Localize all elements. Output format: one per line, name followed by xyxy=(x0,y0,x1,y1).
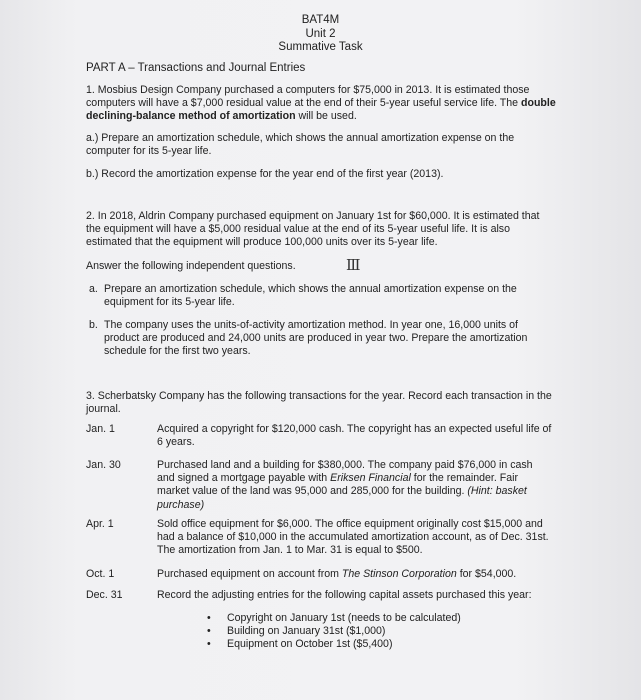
q1-part-a: a.) Prepare an amortization schedule, which shows the annual amortization expense on the computer for its 5-year life. xyxy=(86,132,515,158)
task-title: Summative Task xyxy=(278,41,363,53)
q1-intro-text: 1. Mosbius Design Company purchased a computers for $75,000 in 2013. It is estimated those computers will have a $7,000 residual value at the end of their 5-year useful service life. The xyxy=(86,84,530,110)
journal-date: Jan. 1 xyxy=(86,423,115,435)
list-item: • Equipment on October 1st ($5,400) xyxy=(205,638,461,651)
q1-intro xyxy=(86,84,556,124)
q3-intro: 3. Scherbatsky Company has the following transactions for the year. Record each transaction in the journal. xyxy=(86,390,552,416)
q2-intro: 2. In 2018, Aldrin Company purchased equipment on January 1st for $60,000. It is estimated that the equipment will have a $5,000 residual value at the end of its 5-year useful life. It is also estimated that the equipment will produce 100,000 units over its 5-year life. xyxy=(86,210,540,249)
q2-part-a: Prepare an amortization schedule, which shows the annual amortization expense on the equipment for its 5-year life. xyxy=(104,283,517,309)
journal-date: Jan. 30 xyxy=(86,459,121,471)
journal-entry-text: Sold office equipment for $6,000. The office equipment originally cost $15,000 and had a balance of $10,000 in the accumulated amortization account, as of Dec. 31st. The amortization from Jan. 1 to Mar. 31 is equal to $500. xyxy=(157,518,549,557)
course-code: BAT4M xyxy=(301,14,340,26)
journal-date: Apr. 1 xyxy=(86,518,114,530)
journal-entry-text: Purchased equipment on account from The Stinson Corporation for $54,000. xyxy=(157,568,517,580)
adjusting-entries-list xyxy=(205,612,461,652)
list-item: • Building on January 31st ($1,000) xyxy=(205,625,461,638)
q2-b-marker: b. xyxy=(89,319,98,331)
q1-method: double declining-balance method of amortization xyxy=(86,97,556,123)
journal-entry-text: Record the adjusting entries for the following capital assets purchased this year: xyxy=(157,589,532,601)
journal-entry-text: Purchased land and a building for $380,000. The company paid $76,000 in cash and signed a mortgage payable with Eriksen Financial for the remainder. Fair market value of the land was 95,000 and 285,000 for the building. (Hint: basket purchase) xyxy=(157,459,533,511)
q2-part-b: The company uses the units-of-activity amortization method. In year one, 16,000 units of product are produced and 24,000 units are produced in year two. Prepare the amortization schedule for the first two years. xyxy=(104,319,528,358)
text-cursor-icon: Ⅲ xyxy=(346,256,361,274)
journal-date: Dec. 31 xyxy=(86,589,123,601)
journal-entry-text: Acquired a copyright for $120,000 cash. The copyright has an expected useful life of 6 years. xyxy=(157,423,552,449)
q1-tail: will be used. xyxy=(295,110,357,123)
q2-a-marker: a. xyxy=(89,283,98,295)
q1-part-b: b.) Record the amortization expense for the year end of the first year (2013). xyxy=(86,168,444,180)
unit-label: Unit 2 xyxy=(305,28,336,40)
list-item: • Copyright on January 1st (needs to be calculated) xyxy=(205,612,461,625)
q2-instruction: Answer the following independent questions. xyxy=(86,260,296,272)
journal-date: Oct. 1 xyxy=(86,568,115,580)
part-a-heading: PART A – Transactions and Journal Entries xyxy=(86,62,306,74)
